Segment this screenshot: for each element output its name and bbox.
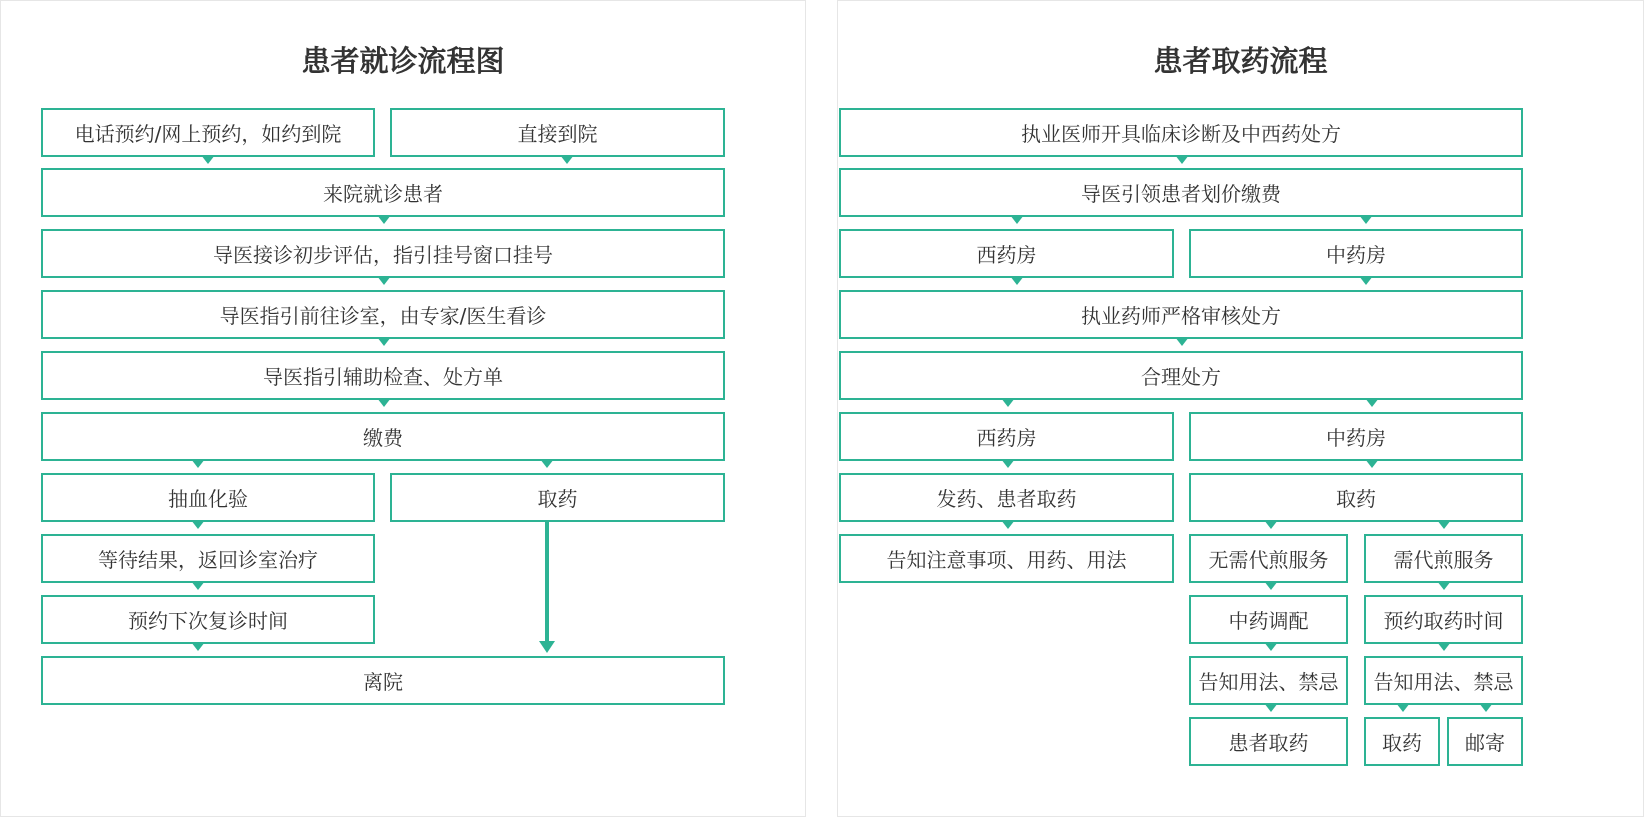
node-prescribe: 执业医师开具临床诊断及中西药处方	[839, 108, 1523, 157]
node-schedule-pickup: 预约取药时间	[1364, 595, 1523, 644]
connector-line	[545, 520, 549, 642]
node-direct-arrival: 直接到院	[390, 108, 725, 157]
node-appointment: 电话预约/网上预约，如约到院	[41, 108, 375, 157]
flowchart-title: 患者取药流程	[1153, 44, 1328, 78]
arrow-down-icon	[377, 215, 391, 224]
node-exam-prescription: 导医指引辅助检查、处方单	[41, 351, 725, 400]
node-take-medicine: 取药	[1189, 473, 1523, 522]
arrow-down-icon	[1396, 703, 1410, 712]
node-chinese-pharmacy: 中药房	[1189, 412, 1523, 461]
arrow-down-icon	[1359, 276, 1373, 285]
node-no-decoction: 无需代煎服务	[1189, 534, 1348, 583]
node-need-decoction: 需代煎服务	[1364, 534, 1523, 583]
arrow-down-icon	[1264, 520, 1278, 529]
flowchart-title: 患者就诊流程图	[301, 44, 505, 78]
node-inform-usage: 告知用法、禁忌	[1364, 656, 1523, 705]
arrow-down-icon	[540, 459, 554, 468]
node-western-pharmacy: 西药房	[839, 229, 1174, 278]
node-review-prescription: 执业药师严格审核处方	[839, 290, 1523, 339]
arrow-down-icon	[1359, 215, 1373, 224]
arrow-down-icon	[1365, 398, 1379, 407]
node-patient-pickup: 患者取药	[1189, 717, 1348, 766]
node-leave: 离院	[41, 656, 725, 705]
arrow-down-icon	[1010, 215, 1024, 224]
arrow-down-icon	[1264, 581, 1278, 590]
node-wait-result: 等待结果，返回诊室治疗	[41, 534, 375, 583]
node-inform-usage: 告知用法、禁忌	[1189, 656, 1348, 705]
arrow-down-icon	[1175, 337, 1189, 346]
node-mail: 邮寄	[1447, 717, 1523, 766]
node-blood-test: 抽血化验	[41, 473, 375, 522]
arrow-down-icon	[539, 641, 555, 653]
arrow-down-icon	[191, 642, 205, 651]
arrow-down-icon	[1437, 642, 1451, 651]
arrow-down-icon	[1437, 581, 1451, 590]
arrow-down-icon	[1479, 703, 1493, 712]
patient-visit-flowchart-panel	[0, 0, 806, 817]
node-inform-western: 告知注意事项、用药、用法	[839, 534, 1174, 583]
arrow-down-icon	[191, 581, 205, 590]
node-payment: 缴费	[41, 412, 725, 461]
arrow-down-icon	[201, 155, 215, 164]
arrow-down-icon	[1264, 703, 1278, 712]
arrow-down-icon	[1175, 155, 1189, 164]
node-follow-up: 预约下次复诊时间	[41, 595, 375, 644]
arrow-down-icon	[1365, 459, 1379, 468]
node-pickup: 取药	[1364, 717, 1440, 766]
node-dispense: 发药、患者取药	[839, 473, 1174, 522]
node-consult: 导医指引前往诊室，由专家/医生看诊	[41, 290, 725, 339]
node-tcm-prepare: 中药调配	[1189, 595, 1348, 644]
arrow-down-icon	[377, 276, 391, 285]
node-triage: 导医接诊初步评估，指引挂号窗口挂号	[41, 229, 725, 278]
node-get-medicine: 取药	[390, 473, 725, 522]
arrow-down-icon	[377, 337, 391, 346]
arrow-down-icon	[191, 520, 205, 529]
arrow-down-icon	[191, 459, 205, 468]
arrow-down-icon	[1437, 520, 1451, 529]
arrow-down-icon	[1264, 642, 1278, 651]
arrow-down-icon	[1001, 459, 1015, 468]
arrow-down-icon	[560, 155, 574, 164]
node-price-pay: 导医引领患者划价缴费	[839, 168, 1523, 217]
node-valid-prescription: 合理处方	[839, 351, 1523, 400]
arrow-down-icon	[377, 398, 391, 407]
arrow-down-icon	[1010, 276, 1024, 285]
arrow-down-icon	[1001, 520, 1015, 529]
node-chinese-pharmacy: 中药房	[1189, 229, 1523, 278]
medicine-pickup-flowchart-panel	[837, 0, 1644, 817]
node-western-pharmacy: 西药房	[839, 412, 1174, 461]
arrow-down-icon	[1001, 398, 1015, 407]
node-arrive-patient: 来院就诊患者	[41, 168, 725, 217]
